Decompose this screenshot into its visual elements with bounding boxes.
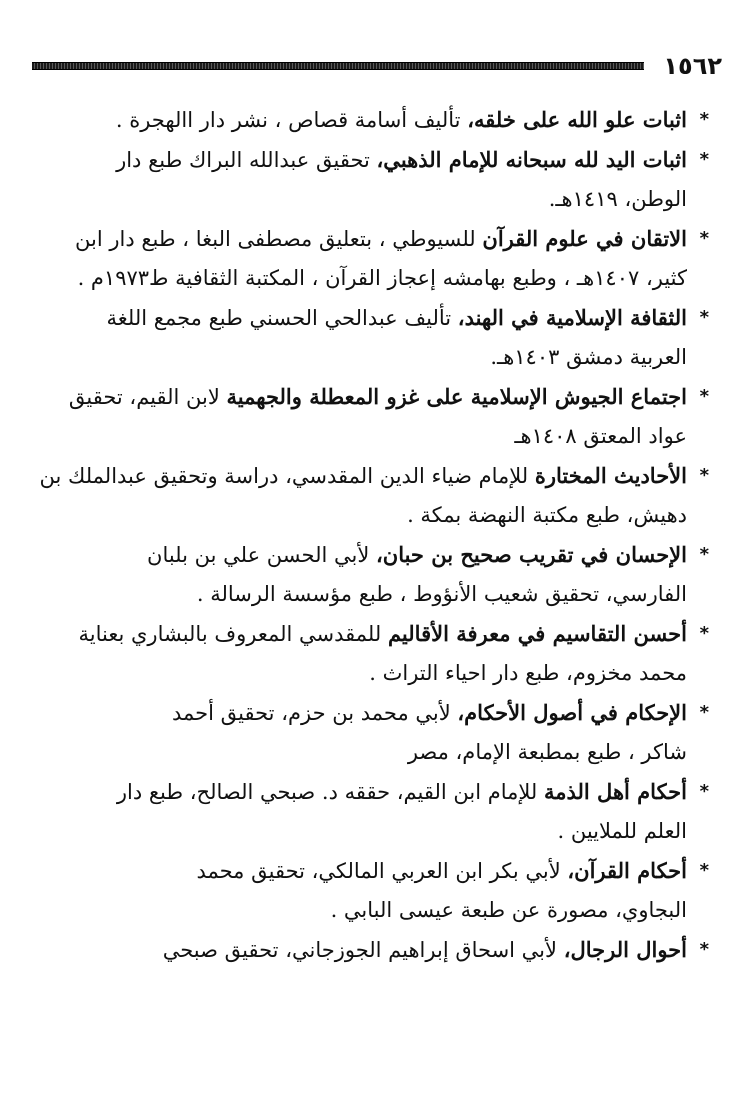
bullet-star-icon: * [699,939,709,960]
entry-text: للإمام ضياء الدين المقدسي، دراسة وتحقيق عبدالملك بن [39,464,535,488]
entry-text: للإمام ابن القيم، حققه د. صبحي الصالح، طبع دار [116,780,544,804]
bibliography-list [29,100,709,970]
bibliography-entry [29,219,709,298]
entry-continuation: الوطن، ١٤١٩هـ. [548,187,687,211]
bibliography-entry [29,535,709,614]
bullet-star-icon: * [699,149,709,170]
bullet-star-icon: * [699,465,709,486]
bibliography-entry [29,456,709,535]
entry-title: اثبات علو الله على خلقه، [467,107,687,132]
bullet-star-icon: * [699,228,709,249]
header-rule [32,62,644,70]
bullet-star-icon: * [699,860,709,881]
entry-text: لأبي بكر ابن العربي المالكي، تحقيق محمد [196,859,568,883]
page-header [32,52,722,82]
bibliography-entry [29,772,709,851]
entry-title: الإحسان في تقريب صحيح بن حبان، [376,542,687,567]
page-number: ١٥٦٢ [663,52,722,80]
entry-title: أحسن التقاسيم في معرفة الأقاليم [387,621,687,646]
bullet-star-icon: * [699,307,709,328]
entry-text: للسيوطي ، بتعليق مصطفى البغا ، طبع دار ابن [75,227,483,251]
entry-title: الأحاديث المختارة [534,463,687,488]
entry-text: للمقدسي المعروف بالبشاري بعناية [78,622,388,646]
entry-title: الاتقان في علوم القرآن [482,226,687,251]
entry-text: تأليف عبدالحي الحسني طبع مجمع اللغة [106,306,458,330]
bullet-star-icon: * [699,623,709,644]
entry-title: أحكام القرآن، [567,858,687,883]
entry-continuation: شاكر ، طبع بمطبعة الإمام، مصر [407,740,687,764]
bibliography-entry [29,140,709,219]
entry-text: لابن القيم، تحقيق [68,385,227,409]
entry-continuation: العلم للملايين . [557,819,687,843]
bibliography-entry [29,930,709,970]
entry-continuation: محمد مخزوم، طبع دار احياء التراث . [369,661,687,685]
entry-continuation: البجاوي، مصورة عن طبعة عيسى البابي . [330,898,687,922]
entry-continuation: دهيش، طبع مكتبة النهضة بمكة . [407,503,687,527]
bibliography-entry [29,100,709,140]
entry-title: اجتماع الجيوش الإسلامية على غزو المعطلة والجهمية [226,384,687,409]
entry-title: الثقافة الإسلامية في الهند، [457,305,687,330]
entry-continuation: عواد المعتق ١٤٠٨هـ [514,424,687,448]
entry-continuation: العربية دمشق ١٤٠٣هـ. [490,345,687,369]
entry-title: أحوال الرجال، [563,937,687,962]
entry-continuation: الفارسي، تحقيق شعيب الأنؤوط ، طبع مؤسسة الرسالة . [196,582,687,606]
bibliography-entry [29,693,709,772]
entry-title: اثبات اليد لله سبحانه للإمام الذهبي، [376,147,687,172]
bullet-star-icon: * [699,109,709,130]
bullet-star-icon: * [699,386,709,407]
entry-text: لأبي اسحاق إبراهيم الجوزجاني، تحقيق صبحي [162,938,564,962]
bibliography-entry [29,298,709,377]
bibliography-entry [29,851,709,930]
entry-text: تأليف أسامة قصاص ، نشر دار االهجرة . [115,108,468,132]
bullet-star-icon: * [699,544,709,565]
entry-continuation: كثير، ١٤٠٧هـ ، وطبع بهامشه إعجاز القرآن ، المكتبة الثقافية ط١٩٧٣م . [77,266,687,290]
bibliography-entry [29,614,709,693]
entry-title: الإحكام في أصول الأحكام، [457,700,687,725]
entry-text: تحقيق عبدالله البراك طبع دار [116,148,377,172]
bullet-star-icon: * [699,702,709,723]
bullet-star-icon: * [699,781,709,802]
bibliography-entry [29,377,709,456]
entry-title: أحكام أهل الذمة [543,779,687,804]
entry-text: لأبي الحسن علي بن بلبان [147,543,376,567]
entry-text: لأبي محمد بن حزم، تحقيق أحمد [172,701,458,725]
